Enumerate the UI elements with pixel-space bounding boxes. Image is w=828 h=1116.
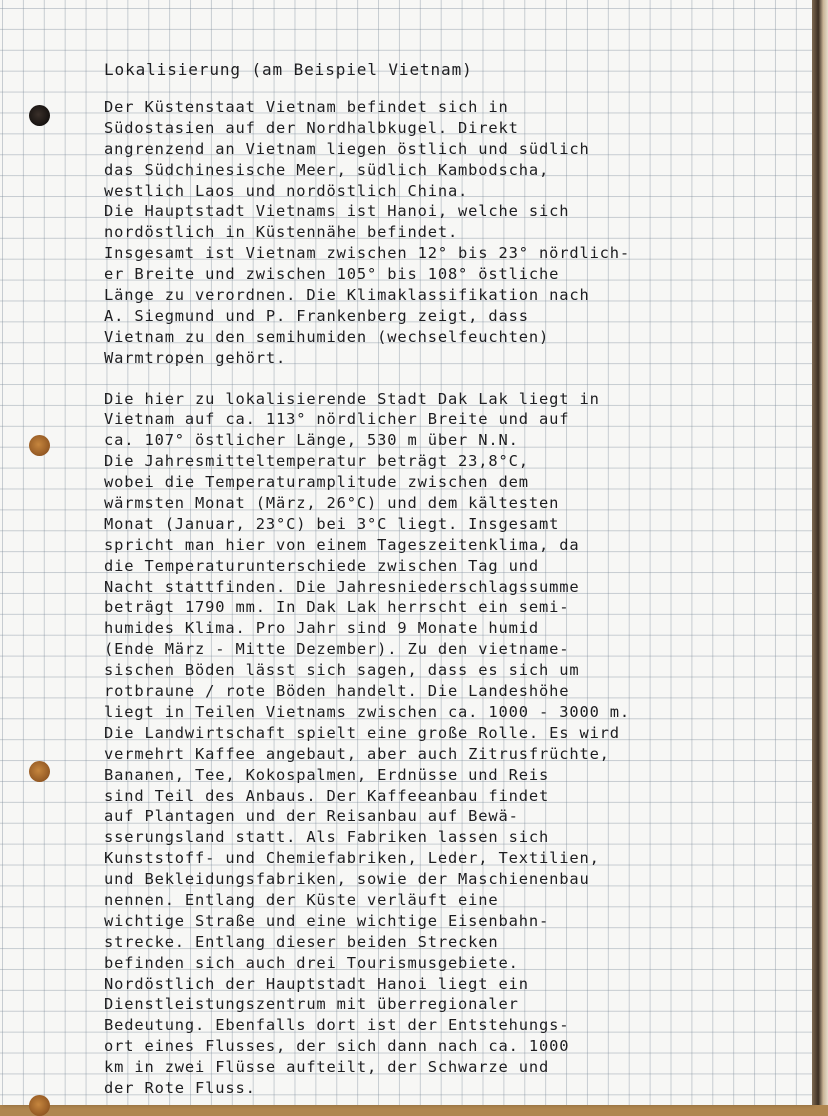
desk-edge (812, 0, 828, 1105)
text-line: das Südchinesische Meer, südlich Kambodscha, (104, 160, 550, 179)
text-line: Insgesamt ist Vietnam zwischen 12° bis 23° nördlich- (104, 244, 631, 263)
text-line: humides Klima. Pro Jahr sind 9 Monate humid (104, 619, 539, 638)
text-line: wichtige Straße und eine wichtige Eisenbahn- (104, 911, 550, 930)
punch-hole (29, 761, 50, 782)
text-line: nordöstlich in Küstennähe befindet. (104, 223, 459, 242)
text-line: die Temperaturunterschiede zwischen Tag und (104, 556, 539, 575)
text-line: sind Teil des Anbaus. Der Kaffeeanbau findet (104, 786, 550, 805)
text-line: beträgt 1790 mm. In Dak Lak herrscht ein semi- (104, 598, 570, 617)
paragraph-1 (104, 97, 704, 369)
text-line: Länge zu verordnen. Die Klimaklassifikation nach (104, 286, 590, 305)
text-line: vermehrt Kaffee angebaut, aber auch Zitrusfrüchte, (104, 744, 610, 763)
text-line: sischen Böden lässt sich sagen, dass es sich um (104, 661, 580, 680)
text-line: A. Siegmund und P. Frankenberg zeigt, dass (104, 306, 529, 325)
punch-hole (29, 435, 50, 456)
text-line: Die Landwirtschaft spielt eine große Rolle. Es wird (104, 723, 620, 742)
text-line: liegt in Teilen Vietnams zwischen ca. 1000 - 3000 m. (104, 702, 631, 721)
punch-hole (29, 1095, 50, 1116)
text-line: Bananen, Tee, Kokospalmen, Erdnüsse und Reis (104, 765, 550, 784)
text-line: nennen. Entlang der Küste verläuft eine (104, 890, 499, 909)
text-line: der Rote Fluss. (104, 1078, 256, 1097)
paragraph-gap (104, 369, 704, 389)
text-line: wobei die Temperaturamplitude zwischen dem (104, 473, 529, 492)
text-line: wärmsten Monat (März, 26°C) und dem kältesten (104, 494, 560, 513)
punch-hole (29, 105, 50, 126)
text-line: er Breite und zwischen 105° bis 108° östliche (104, 265, 560, 284)
text-line: Kunststoff- und Chemiefabriken, Leder, Textilien, (104, 849, 600, 868)
text-line: befinden sich auch drei Tourismusgebiete. (104, 953, 519, 972)
text-line: sserungsland statt. Als Fabriken lassen sich (104, 828, 550, 847)
text-line: strecke. Entlang dieser beiden Strecken (104, 932, 499, 951)
text-line: km in zwei Flüsse aufteilt, der Schwarze und (104, 1058, 550, 1077)
text-line: Vietnam zu den semihumiden (wechselfeuchten) (104, 327, 550, 346)
paragraph-2 (104, 389, 704, 1099)
text-line: rotbraune / rote Böden handelt. Die Landeshöhe (104, 682, 570, 701)
text-line: auf Plantagen und der Reisanbau auf Bewä- (104, 807, 519, 826)
text-line: ca. 107° östlicher Länge, 530 m über N.N. (104, 431, 519, 450)
text-line: Bedeutung. Ebenfalls dort ist der Entstehungs- (104, 1016, 570, 1035)
text-line: Monat (Januar, 23°C) bei 3°C liegt. Insgesamt (104, 514, 560, 533)
text-line: ort eines Flusses, der sich dann nach ca. 1000 (104, 1037, 570, 1056)
text-line: westlich Laos und nordöstlich China. (104, 181, 469, 200)
text-line: und Bekleidungsfabriken, sowie der Maschienenbau (104, 870, 590, 889)
text-line: Die Hauptstadt Vietnams ist Hanoi, welche sich (104, 202, 570, 221)
text-line: Nacht stattfinden. Die Jahresniederschlagssumme (104, 577, 580, 596)
text-line: Dienstleistungszentrum mit überregionaler (104, 995, 519, 1014)
page-title: Lokalisierung (am Beispiel Vietnam) (104, 60, 473, 79)
text-line: angrenzend an Vietnam liegen östlich und südlich (104, 139, 590, 158)
handwritten-notes (104, 57, 704, 1099)
text-line: Vietnam auf ca. 113° nördlicher Breite und auf (104, 410, 570, 429)
text-line: Der Küstenstaat Vietnam befindet sich in (104, 98, 509, 116)
text-line: Die hier zu lokalisierende Stadt Dak Lak liegt in (104, 389, 600, 408)
text-line: Südostasien auf der Nordhalbkugel. Direkt (104, 118, 519, 137)
text-line: spricht man hier von einem Tageszeitenklima, da (104, 535, 580, 554)
text-line: Nordöstlich der Hauptstadt Hanoi liegt ein (104, 974, 529, 993)
text-line: Die Jahresmitteltemperatur beträgt 23,8°C, (104, 452, 529, 471)
text-line: (Ende März - Mitte Dezember). Zu den vietname- (104, 640, 570, 659)
text-line: Warmtropen gehört. (104, 348, 287, 367)
